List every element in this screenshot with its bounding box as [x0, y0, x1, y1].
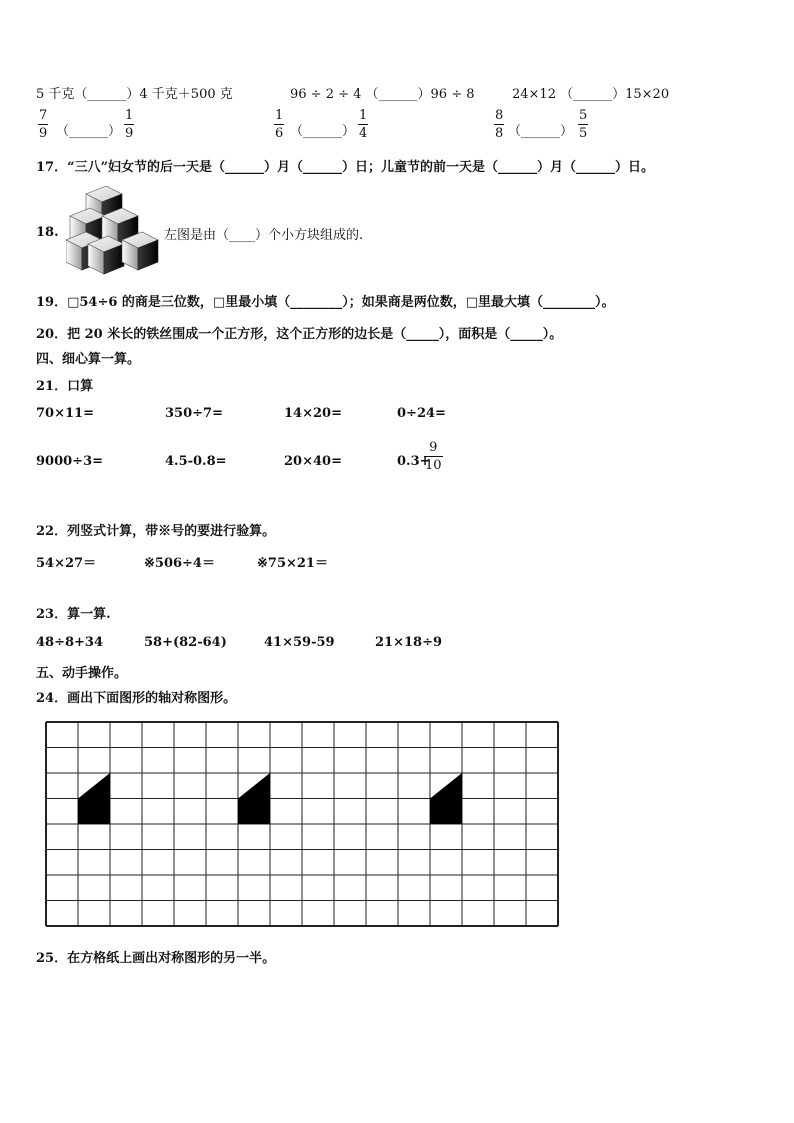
q21-item: 9000÷3=	[36, 454, 104, 469]
question-23-title: 23．算一算.	[36, 607, 111, 622]
q21-item: 14×20=	[284, 406, 342, 421]
q21-item: 0÷24=	[397, 406, 446, 421]
cube-stack-figure	[66, 186, 160, 276]
compare-row1-b: 96 ÷ 2 ÷ 4 （______）96 ÷ 8	[290, 87, 475, 102]
fraction-9-10: 9 10	[425, 440, 442, 473]
question-17: 17．“三八”妇女节的后一天是（______）月（______）日；儿童节的前一天是（______）月（______）日。	[36, 160, 655, 175]
q22-item: ※506÷4＝	[144, 556, 215, 571]
question-19: 19．□54÷6 的商是三位数，□里最小填（________）；如果商是两位数，□里最大填（________）。	[36, 295, 615, 310]
fraction-1-4: 1 4	[359, 108, 368, 141]
question-24-title: 24．画出下面图形的轴对称图形。	[36, 691, 237, 706]
compare-row1-a: 5 千克（______）4 千克＋500 克	[36, 87, 233, 102]
compare-blank: （______）	[56, 124, 122, 139]
compare-row1-c: 24×12 （______）15×20	[512, 87, 670, 102]
fraction-8-8: 8 8	[495, 108, 504, 141]
fraction-1-9: 1 9	[125, 108, 134, 141]
fraction-1-6: 1 6	[275, 108, 284, 141]
question-18-text: 左图是由（____）个小方块组成的.	[164, 228, 364, 243]
q21-item: 350÷7=	[165, 406, 223, 421]
question-22-title: 22．列竖式计算，带※号的要进行验算。	[36, 524, 276, 539]
q23-item: 48÷8+34	[36, 635, 104, 650]
q23-item: 58+(82-64)	[144, 635, 227, 650]
half-shape	[430, 773, 462, 824]
question-21-title: 21．口算	[36, 379, 94, 394]
section-4-heading: 四、细心算一算。	[36, 352, 141, 367]
half-shape	[78, 773, 110, 824]
q23-item: 41×59-59	[264, 635, 335, 650]
square-grid[interactable]	[44, 720, 566, 928]
q23-item: 21×18÷9	[375, 635, 443, 650]
compare-blank: （______）	[290, 124, 356, 139]
fraction-5-5: 5 5	[579, 108, 588, 141]
q22-item: 54×27＝	[36, 556, 97, 571]
q21-item: 4.5-0.8=	[165, 454, 227, 469]
q22-item: ※75×21＝	[257, 556, 328, 571]
question-18-number: 18.	[36, 225, 59, 240]
fraction-7-9: 7 9	[39, 108, 48, 141]
q21-item: 20×40=	[284, 454, 342, 469]
q21-frac-prefix: 0.3+	[397, 454, 431, 469]
question-20: 20．把 20 米长的铁丝围成一个正方形，这个正方形的边长是（_____），面积是（_____）。	[36, 327, 563, 342]
question-25: 25．在方格纸上画出对称图形的另一半。	[36, 951, 276, 966]
compare-blank: （______）	[508, 124, 574, 139]
section-5-heading: 五、动手操作。	[36, 666, 128, 681]
q21-item: 70×11=	[36, 406, 94, 421]
half-shape	[238, 773, 270, 824]
